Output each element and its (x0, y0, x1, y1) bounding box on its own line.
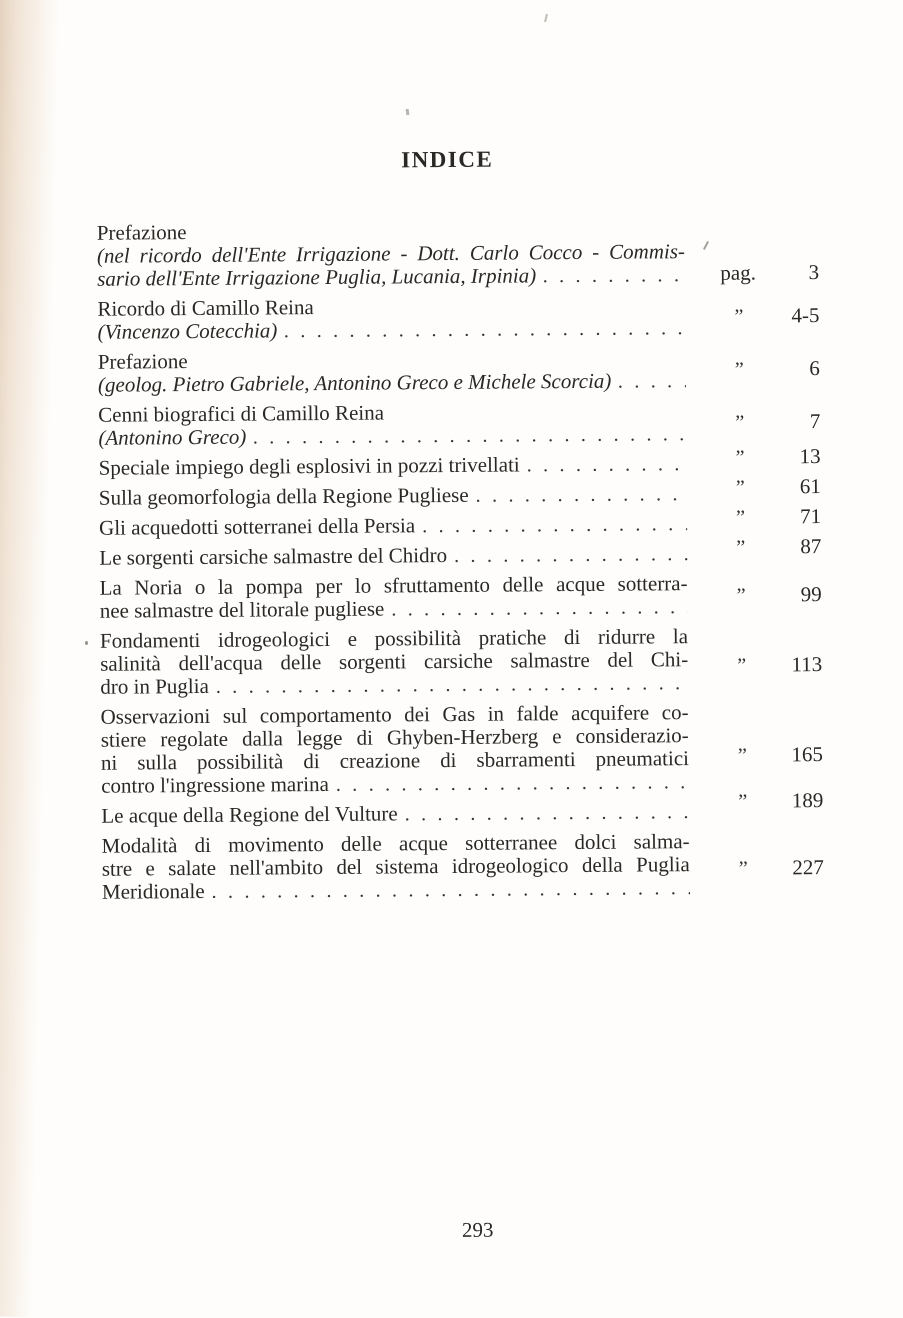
entry-line: stre e salate nell'ambito del sistema idrogeologico della Puglia (101, 852, 690, 881)
leader-dots (422, 513, 687, 538)
leader-dots (454, 543, 687, 568)
leader-dots (527, 453, 687, 477)
leader-dots (253, 423, 686, 449)
entry-line: (Antonino Greco) . . . (98, 422, 686, 451)
entry-line: Osservazioni sul comportamento dei Gas in falde acquifere co- (100, 700, 689, 729)
entry-line: Modalità di movimento delle acque sotterranee dolci salma- (101, 829, 690, 858)
entry-line: nee salmastre del litorale pugliese . . . (100, 595, 688, 624)
page-number: 7 (809, 408, 821, 433)
page-number: 3 (808, 260, 820, 285)
ditto-mark: ’’ (734, 411, 745, 434)
leader-dots (212, 877, 691, 904)
page-number: 71 (799, 504, 822, 529)
leader-dots (405, 801, 690, 826)
leader-dots (476, 483, 687, 508)
page-number: 61 (799, 474, 821, 499)
page-number: 113 (791, 652, 823, 677)
leader-dots (336, 771, 689, 797)
ditto-mark: ’’ (735, 506, 746, 529)
leader-dots (216, 672, 689, 699)
page-number: 6 (809, 355, 820, 380)
leader-dots (284, 317, 685, 343)
entry-line: Prefazione (97, 349, 188, 374)
entry-line: contro l'ingressione marina . . . (101, 770, 689, 799)
entry-line: (nel ricordo dell'Ente Irrigazione - Dott. Carlo Cocco - Commis- (96, 239, 686, 268)
toc-entry (97, 216, 820, 292)
ditto-mark: ’’ (735, 536, 746, 559)
entry-line: Cenni biografici di Camillo Reina (98, 400, 385, 427)
ditto-mark: ’’ (734, 446, 745, 469)
toc-entry (98, 345, 820, 398)
ditto-mark: ’’ (735, 584, 746, 607)
entry-line: Le sorgenti carsiche salmastre del Chidro . . . (99, 542, 687, 571)
ditto-mark: ’’ (733, 358, 744, 381)
page-number: 4-5 (791, 302, 820, 327)
entry-line: salinità dell'acqua delle sorgenti carsiche salmastre del Chi- (100, 647, 689, 676)
page-number: 13 (799, 444, 821, 469)
ditto-mark: ’’ (736, 654, 747, 677)
toc-entry (102, 829, 825, 905)
scan-speck (406, 109, 410, 115)
table-of-contents (97, 216, 824, 905)
entry-line: Meridionale . . . (102, 876, 690, 905)
toc-entry (98, 398, 820, 451)
entry-line: Speciale impiego degli esplosivi in pozzi trivellati . . . (99, 452, 687, 481)
entry-line: (geolog. Pietro Gabriele, Antonino Greco e Michele Scorcia) . . . (98, 369, 686, 398)
toc-entry (99, 571, 821, 624)
toc-entry (97, 292, 819, 345)
entry-line: (Vincenzo Cotecchia) . . . (97, 316, 685, 345)
ditto-mark: ’’ (736, 744, 747, 767)
toc-entry (101, 700, 824, 799)
pag-label: pag. (720, 260, 756, 285)
page-number: 189 (791, 788, 824, 813)
entry-line: stiere regolate dalla legge di Ghyben-Herzberg e considerazio- (100, 723, 689, 752)
folio-page-number: 293 (461, 1217, 494, 1242)
toc-entry (100, 624, 823, 700)
entry-line: Gli acquedotti sotterranei della Persia . . . (99, 512, 687, 541)
ditto-mark: ’’ (737, 857, 748, 880)
entry-line: Le acque della Regione del Vulture . . . (101, 800, 689, 829)
entry-line: Prefazione (96, 220, 187, 245)
ditto-mark: ’’ (734, 476, 745, 499)
leader-dots (391, 596, 688, 621)
page-number: 227 (792, 855, 824, 880)
entry-line: ni sulla possibilità di creazione di sbarramenti pneumatici (100, 746, 690, 775)
page-number: 87 (800, 534, 822, 559)
ditto-mark: ’’ (737, 790, 748, 813)
entry-line: La Noria o la pompa per lo sfruttamento delle acque sotterra- (99, 571, 688, 600)
toc-entry (99, 534, 822, 571)
entry-line: Ricordo di Camillo Reina (97, 295, 314, 321)
page-title: INDICE (401, 146, 494, 173)
ditto-mark: ’’ (733, 305, 744, 328)
entry-line: sario dell'Ente Irrigazione Puglia, Lucania, Irpinia) . . . (97, 263, 685, 292)
scan-speck (85, 641, 88, 645)
entry-line: dro in Puglia . . . (100, 671, 688, 700)
leader-dots (543, 264, 685, 288)
entry-line: Fondamenti idrogeologici e possibilità pratiche di ridurre la (99, 624, 689, 653)
entry-line: Sulla geomorfologia della Regione Pugliese . . . (99, 482, 687, 511)
toc-entry (101, 788, 824, 829)
page-number: 99 (800, 581, 822, 606)
leader-dots (618, 370, 686, 394)
page-number: 165 (791, 741, 823, 766)
